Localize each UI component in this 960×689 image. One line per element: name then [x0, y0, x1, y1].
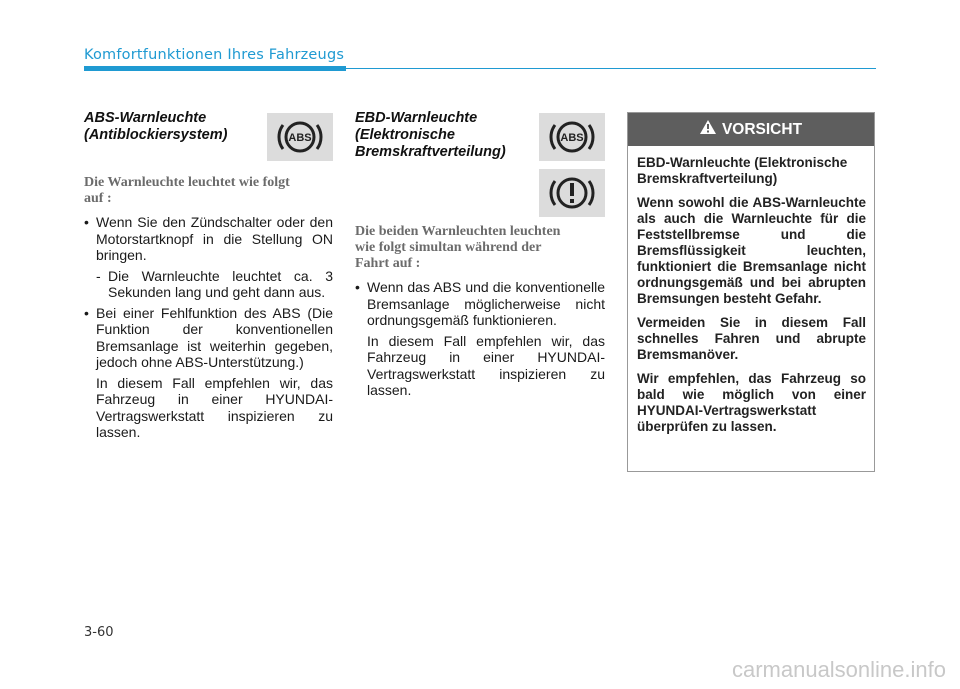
abs-bullet-malfunction: • Bei einer Fehlfunktion des ABS (Die Funktion der konventionellen Bremsanlage ist weiterhin gegeben, jedoch ohne ABS-Unterstützung.) — [84, 304, 333, 370]
abs-warning-icon — [539, 113, 605, 161]
abs-bullet-ignition-text: Wenn Sie den Zündschalter oder den Motorstartknopf in die Stellung ON bringen. — [96, 214, 333, 263]
abs-subhead — [84, 175, 333, 207]
abs-dash-3-seconds: - Die Warnleuchte leuchtet ca. 3 Sekunden lang und geht dann aus. — [96, 267, 333, 300]
caution-box — [627, 112, 875, 472]
abs-bullet-malfunction-text: Bei einer Fehlfunktion des ABS (Die Funktion der konventionellen Bremsanlage ist weiterhin gegeben, jedoch ohne ABS-Unterstützung.) — [96, 304, 333, 370]
section-header-title: Komfortfunktionen Ihres Fahrzeugs — [84, 47, 345, 63]
caution-paragraph-4: Wir empfehlen, das Fahrzeug so bald wie möglich von einer HYUNDAI-Vertragswerkstatt überprüfen zu lassen. — [637, 371, 866, 434]
page-number: 3-60 — [84, 625, 114, 640]
abs-dash-3-seconds-text: Die Warnleuchte leuchtet ca. 3 Sekunden lang und geht dann aus. — [108, 267, 333, 300]
ebd-bullet-malfunction: • Wenn das ABS und die konventionelle Bremsanlage möglicherweise nicht ordnungsgemäß funktionieren. — [355, 279, 605, 328]
ebd-subhead-line1: Die beiden Warnleuchten leuchten — [355, 224, 561, 239]
abs-warning-icon — [267, 113, 333, 161]
abs-subhead-line2: auf : — [84, 191, 112, 206]
ebd-subhead-line3: Fahrt auf : — [355, 256, 421, 271]
header-bar-thick — [84, 66, 346, 71]
ebd-subhead — [355, 224, 605, 272]
caution-header — [628, 113, 874, 146]
svg-text:ABS: ABS — [288, 132, 312, 144]
ebd-subhead-line2: wie folgt simultan während der — [355, 240, 542, 255]
ebd-recommendation: In diesem Fall empfehlen wir, das Fahrzeug in einer HYUNDAI-Vertragswerkstatt inspizieren zu lassen. — [367, 332, 605, 398]
ebd-title-line1: EBD-Warnleuchte — [355, 110, 478, 126]
abs-title-line2: (Antiblockiersystem) — [84, 127, 228, 143]
caution-paragraph-2: Wenn sowohl die ABS-Warnleuchte als auch die Warnleuchte für die Feststellbremse und die Bremsflüssigkeit leuchten, funktioniert die Bremsanlage nicht ordnungsgemäß und bei abrupten Bremsungen besteht Gefahr. — [637, 195, 866, 306]
watermark: carmanualsonline.info — [731, 657, 946, 682]
ebd-title-line3: Bremskraftverteilung) — [355, 144, 506, 160]
abs-bullet-ignition: • Wenn Sie den Zündschalter oder den Motorstartknopf in die Stellung ON bringen. — [84, 214, 333, 263]
caution-paragraph-3: Vermeiden Sie in diesem Fall schnelles Fahren und abrupte Bremsmanöver. — [637, 315, 866, 362]
abs-subhead-line1: Die Warnleuchte leuchtet wie folgt — [84, 175, 290, 190]
ebd-bullet-malfunction-text: Wenn das ABS und die konventionelle Bremsanlage möglicherweise nicht ordnungsgemäß funktionieren. — [367, 279, 605, 328]
caution-paragraph-1: EBD-Warnleuchte (Elektronische Bremskraftverteilung) — [637, 155, 848, 186]
caution-heading: VORSICHT — [721, 120, 803, 138]
ebd-title-line2: (Elektronische — [355, 127, 455, 143]
brake-warning-icon — [539, 169, 605, 217]
warning-triangle-icon — [700, 120, 716, 139]
svg-text:ABS: ABS — [560, 132, 584, 144]
abs-recommendation: In diesem Fall empfehlen wir, das Fahrzeug in einer HYUNDAI-Vertragswerkstatt inspizieren zu lassen. — [96, 374, 333, 440]
abs-title-line1: ABS-Warnleuchte — [84, 110, 207, 126]
header-bar-thin — [346, 68, 876, 69]
